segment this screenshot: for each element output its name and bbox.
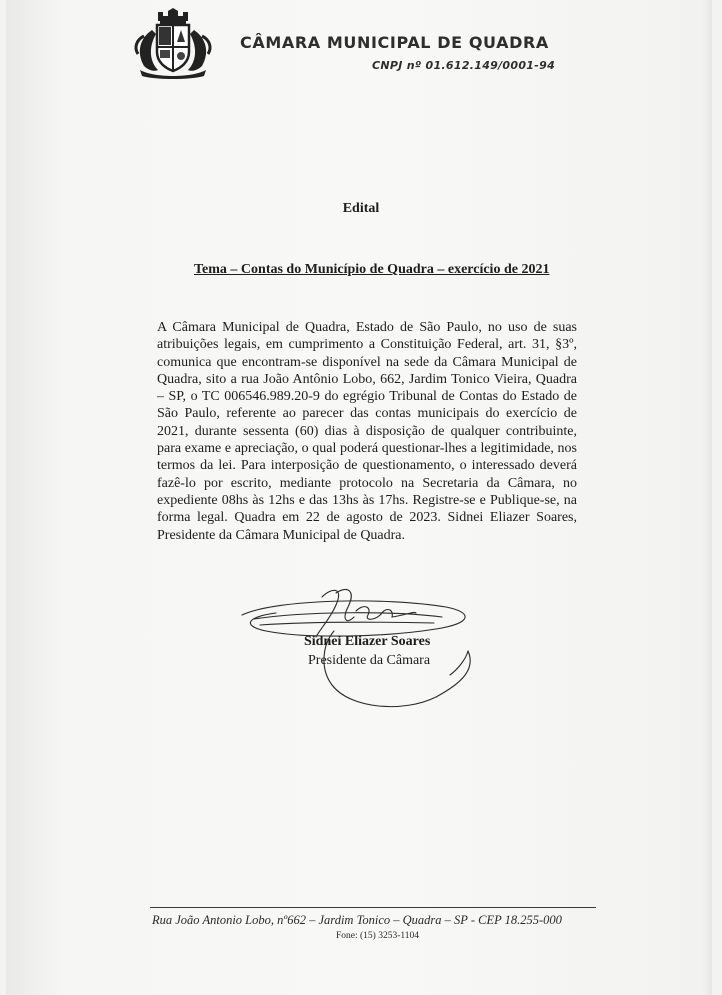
document-title: Edital	[342, 201, 380, 216]
footer-address: Rua João Antonio Lobo, nº662 – Jardim Tonico – Quadra – SP - CEP 18.255-000	[152, 913, 562, 927]
municipal-coat-of-arms-icon	[130, 8, 216, 80]
cnpj-number: CNPJ nº 01.612.149/0001-94	[372, 59, 556, 72]
document-subject: Tema – Contas do Município de Quadra – exercício de 2021	[194, 262, 550, 277]
signatory-role: Presidente da Câmara	[308, 653, 431, 668]
page-edge-shadow	[702, 0, 712, 995]
footer-phone: Fone: (15) 3253-1104	[336, 931, 420, 941]
footer-divider	[150, 907, 596, 908]
notice-body-text: A Câmara Municipal de Quadra, Estado de São Paulo, no uso de suas atribuições legais, em cumprimento a Constituição Federal, art. 31, §3º, comunica que encontram-se disponível na sede da Câmara Municipal de Quadra, sito a rua João Antônio Lobo, 662, Jardim Tonico Vieira, Quadra – SP, o TC 006546.989.20-9 do egrégio Tribunal de Contas do Estado de São Paulo, referente ao parecer das contas municipais do exercício de 2021, durante sessenta (60) dias à disposição de qualquer contribuinte, para exame e apreciação, o qual poderá questionar-lhes a legitimidade, nos termos da lei. Para interposição de questionamento, o interessado deverá fazê-lo por escrito, mediante protocolo na Secretaria da Câmara, no expediente 08hs às 12hs e das 13hs às 17hs. Registre-se e Publique-se, na forma legal. Quadra em 22 de agosto de 2023. Sidnei Eliazer Soares, Presidente da Câmara Municipal de Quadra.	[157, 320, 577, 543]
chamber-name: CÂMARA MUNICIPAL DE QUADRA	[240, 33, 549, 52]
signatory-name: Sidnei Eliazer Soares	[304, 634, 431, 649]
